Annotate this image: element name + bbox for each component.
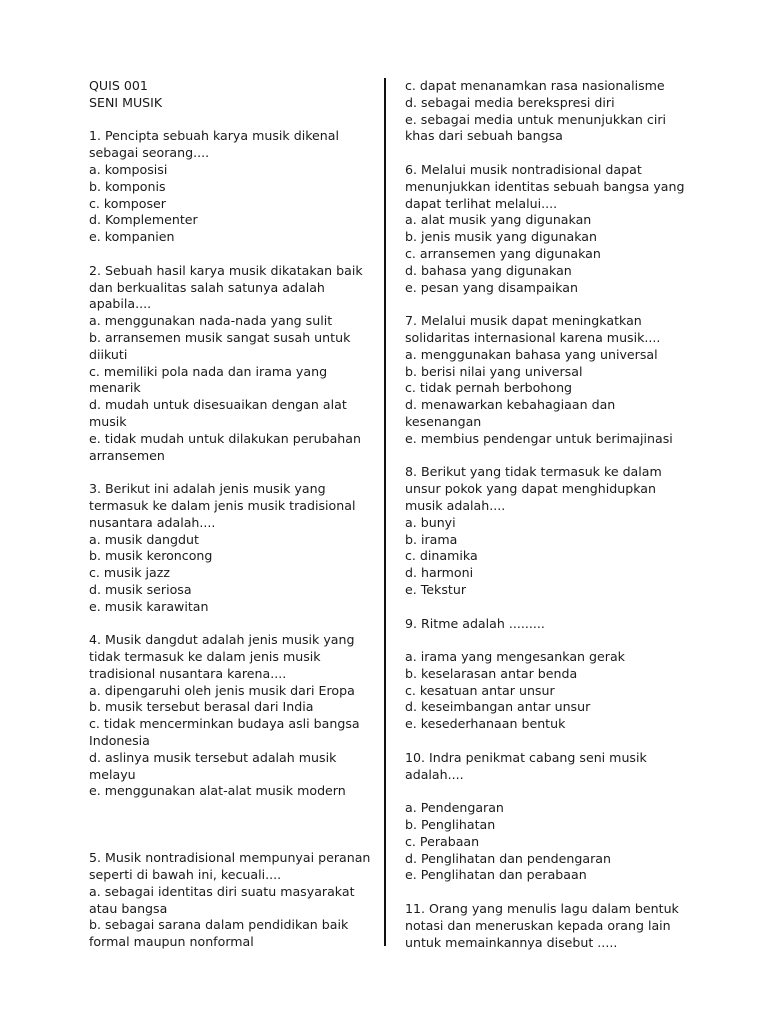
question-block <box>89 850 371 951</box>
question-text: 2. Sebuah hasil karya musik dikatakan baik <box>89 262 363 278</box>
question-text: 5. Musik nontradisional mempunyai peranan <box>89 850 371 866</box>
question-text: 8. Berikut yang tidak termasuk ke dalam <box>405 464 662 480</box>
question-text: menunjukkan identitas sebuah bangsa yang <box>405 178 685 194</box>
answer-option: diikuti <box>89 346 128 362</box>
answer-option: c. komposer <box>89 195 166 211</box>
answer-option: c. memiliki pola nada dan irama yang <box>89 363 328 379</box>
question-block <box>89 263 371 465</box>
question-block <box>405 313 695 447</box>
answer-option: e. tidak mudah untuk dilakukan perubahan <box>89 430 361 446</box>
answer-option: b. jenis musik yang digunakan <box>405 229 597 245</box>
answer-option: a. komposisi <box>89 161 168 177</box>
answer-option: melayu <box>89 766 136 782</box>
answer-option: c. tidak mencerminkan budaya asli bangsa <box>89 716 360 732</box>
answer-option: formal maupun nonformal <box>89 934 254 950</box>
question-text: untuk memainkannya disebut ..... <box>405 934 618 950</box>
question-text: adalah.... <box>405 766 464 782</box>
answer-option: c. dapat menanamkan rasa nasionalisme <box>405 78 665 93</box>
question-text: 6. Melalui musik nontradisional dapat <box>405 161 642 177</box>
question-text: tidak termasuk ke dalam jenis musik <box>89 649 321 665</box>
answer-option: e. Tekstur <box>405 581 467 597</box>
answer-option: b. arransemen musik sangat susah untuk <box>89 329 351 345</box>
answer-option: c. Perabaan <box>405 833 480 849</box>
answer-option: d. sebagai media berekspresi diri <box>405 94 615 110</box>
answer-option: b. musik keroncong <box>89 548 213 564</box>
answer-option: d. Komplementer <box>89 212 198 228</box>
answer-option: b. berisi nilai yang universal <box>405 363 583 379</box>
question-text: 9. Ritme adalah ......... <box>405 615 545 631</box>
answer-option: c. kesatuan antar unsur <box>405 682 555 698</box>
answer-option: e. pesan yang disampaikan <box>405 279 578 295</box>
question-text: tradisional nusantara karena.... <box>89 665 287 681</box>
answer-option: a. irama yang mengesankan gerak <box>405 649 625 665</box>
answer-option: e. membius pendengar untuk berimajinasi <box>405 430 673 446</box>
answer-option: e. Penglihatan dan perabaan <box>405 867 587 883</box>
answer-option: a. sebagai identitas diri suatu masyarakat <box>89 883 355 899</box>
question-block <box>89 128 371 246</box>
right-column <box>405 78 695 951</box>
question-text: nusantara adalah.... <box>89 514 216 530</box>
answer-option: a. menggunakan nada-nada yang sulit <box>89 313 333 329</box>
answer-option: menarik <box>89 380 141 396</box>
answer-option: khas dari sebuah bangsa <box>405 128 563 144</box>
answer-option: b. musik tersebut berasal dari India <box>89 699 314 715</box>
question-text: musik adalah.... <box>405 497 506 513</box>
answer-option: a. musik dangdut <box>89 531 199 547</box>
answer-option: arransemen <box>89 447 165 463</box>
answer-option: d. musik seriosa <box>89 581 192 597</box>
answer-option: c. dinamika <box>405 548 478 564</box>
question-text: 1. Pencipta sebuah karya musik dikenal <box>89 128 339 144</box>
question-block <box>89 632 371 800</box>
answer-option: e. menggunakan alat-alat musik modern <box>89 783 346 799</box>
question-text: apabila.... <box>89 296 152 312</box>
answer-option: c. musik jazz <box>89 565 170 581</box>
quiz-title: QUIS 001 <box>89 78 148 93</box>
answer-option: e. kompanien <box>89 229 175 245</box>
answer-option: d. aslinya musik tersebut adalah musik <box>89 749 337 765</box>
question-block <box>405 901 695 951</box>
question-block <box>405 616 695 734</box>
question-text: notasi dan meneruskan kepada orang lain <box>405 917 671 933</box>
answer-option: a. bunyi <box>405 514 456 530</box>
question-text: dan berkualitas salah satunya adalah <box>89 279 325 295</box>
answer-option: b. keselarasan antar benda <box>405 665 578 681</box>
answer-option: a. dipengaruhi oleh jenis musik dari Eropa <box>89 682 355 698</box>
question-5-continued <box>405 78 695 145</box>
column-divider <box>384 78 386 946</box>
answer-option: Indonesia <box>89 733 150 749</box>
question-text: unsur pokok yang dapat menghidupkan <box>405 481 656 497</box>
answer-option: atau bangsa <box>89 900 168 916</box>
answer-option: d. menawarkan kebahagiaan dan <box>405 397 616 413</box>
answer-option: d. harmoni <box>405 565 474 581</box>
question-block <box>405 464 695 598</box>
question-text: 4. Musik dangdut adalah jenis musik yang <box>89 632 355 648</box>
answer-option: d. keseimbangan antar unsur <box>405 699 591 715</box>
question-text: sebagai seorang.... <box>89 145 210 161</box>
question-block <box>89 481 371 615</box>
answer-option: b. komponis <box>89 178 166 194</box>
answer-option: b. irama <box>405 531 458 547</box>
answer-option: a. alat musik yang digunakan <box>405 212 592 228</box>
answer-option: e. sebagai media untuk menunjukkan ciri <box>405 111 667 127</box>
question-block <box>405 162 695 296</box>
left-column <box>89 78 371 951</box>
answer-option: e. kesederhanaan bentuk <box>405 716 566 732</box>
question-text: termasuk ke dalam jenis musik tradisional <box>89 497 356 513</box>
question-text: 7. Melalui musik dapat meningkatkan <box>405 313 642 329</box>
answer-option: d. bahasa yang digunakan <box>405 262 572 278</box>
question-text: seperti di bawah ini, kecuali.... <box>89 867 282 883</box>
answer-option: c. tidak pernah berbohong <box>405 380 573 396</box>
answer-option: a. menggunakan bahasa yang universal <box>405 346 658 362</box>
answer-option: b. Penglihatan <box>405 817 496 833</box>
answer-option: kesenangan <box>405 413 482 429</box>
answer-option: d. mudah untuk disesuaikan dengan alat <box>89 397 347 413</box>
answer-option: d. Penglihatan dan pendengaran <box>405 850 611 866</box>
quiz-subject: SENI MUSIK <box>89 94 163 110</box>
question-text: solidaritas internasional karena musik.... <box>405 329 661 345</box>
question-block <box>405 750 695 884</box>
question-text: 10. Indra penikmat cabang seni musik <box>405 749 647 765</box>
answer-option: b. sebagai sarana dalam pendidikan baik <box>89 917 349 933</box>
question-text: 3. Berikut ini adalah jenis musik yang <box>89 481 326 497</box>
answer-option: a. Pendengaran <box>405 800 504 816</box>
answer-option: c. arransemen yang digunakan <box>405 245 601 261</box>
answer-option: musik <box>89 413 127 429</box>
answer-option: e. musik karawitan <box>89 598 209 614</box>
question-text: 11. Orang yang menulis lagu dalam bentuk <box>405 901 679 917</box>
question-text: dapat terlihat melalui.... <box>405 195 558 211</box>
